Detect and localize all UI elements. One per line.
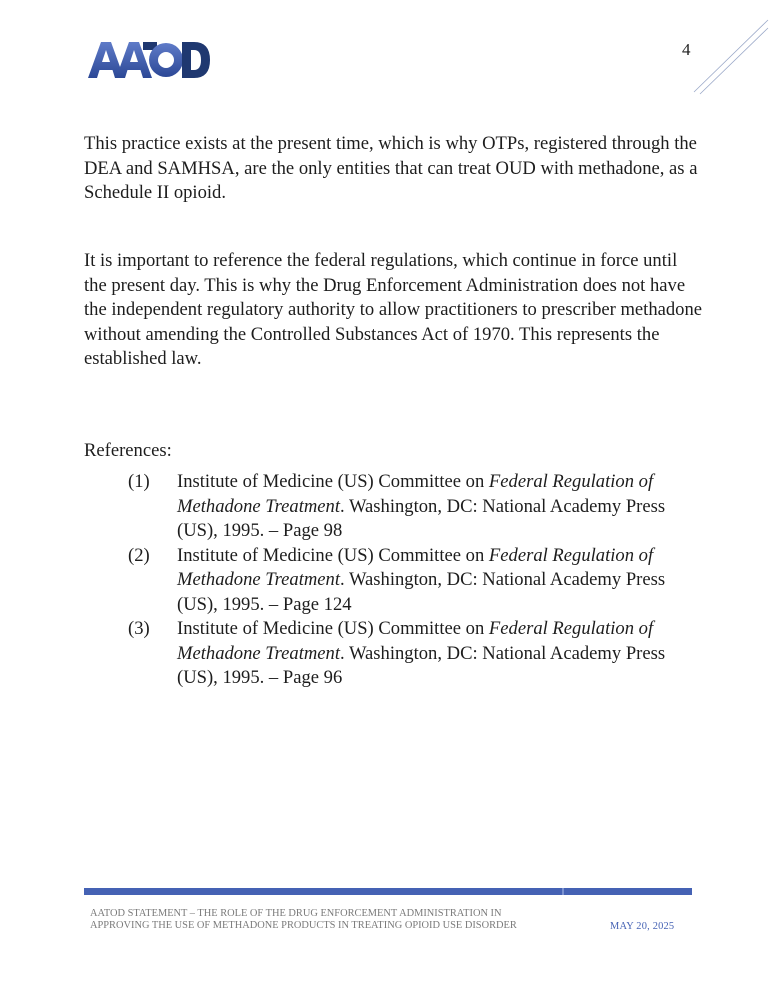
reference-title: Federal Regulation of Methadone Treatment bbox=[177, 471, 654, 517]
reference-number: (3) bbox=[128, 618, 150, 639]
reference-suffix: . Washington, DC: National Academy Press (US), 1995. – Page 98 bbox=[177, 495, 666, 541]
aatod-logo bbox=[86, 38, 212, 80]
reference-title: Federal Regulation of Methadone Treatment bbox=[177, 618, 654, 664]
paragraph-1: This practice exists at the present time, which is why OTPs, registered through the DEA and SAMHSA, are the only entities that can treat OUD with methadone, as a Schedule II opioid. bbox=[84, 133, 698, 203]
reference-text bbox=[177, 617, 688, 691]
reference-item bbox=[128, 470, 688, 544]
reference-number: (2) bbox=[128, 544, 150, 566]
reference-prefix: Institute of Medicine (US) Committee on bbox=[177, 471, 489, 492]
corner-decoration bbox=[690, 18, 770, 98]
reference-suffix: . Washington, DC: National Academy Press (US), 1995. – Page 124 bbox=[177, 569, 666, 615]
reference-text bbox=[177, 470, 688, 544]
reference-item bbox=[128, 617, 688, 691]
reference-item bbox=[128, 544, 688, 618]
footer-statement: AATOD STATEMENT – THE ROLE OF THE DRUG ENFORCEMENT ADMINISTRATION IN APPROVING THE USE OF METHADONE PRODUCTS IN TREATING OPIOID USE DISORDER bbox=[90, 908, 517, 931]
page-number: 4 bbox=[682, 40, 691, 59]
paragraph-2: It is important to reference the federal regulations, which continue in force until the present day. This is why the Drug Enforcement Administration does not have the independent regulatory authority to allow practitioners to prescriber methadone without amending the Controlled Substances Act of 1970. This represents the established law. bbox=[84, 250, 703, 369]
footer-date: MAY 20, 2025 bbox=[610, 921, 675, 932]
references-list bbox=[128, 470, 688, 691]
reference-suffix: . Washington, DC: National Academy Press (US), 1995. – Page 96 bbox=[177, 642, 666, 688]
reference-number: (1) bbox=[128, 471, 150, 492]
reference-title: Federal Regulation of Methadone Treatment bbox=[177, 544, 654, 590]
reference-prefix: Institute of Medicine (US) Committee on bbox=[177, 544, 489, 566]
reference-prefix: Institute of Medicine (US) Committee on bbox=[177, 618, 489, 639]
footer-divider-bar bbox=[84, 888, 692, 895]
footer-divider-separator bbox=[562, 888, 564, 895]
references-heading: References: bbox=[84, 440, 172, 461]
reference-text bbox=[177, 544, 688, 618]
